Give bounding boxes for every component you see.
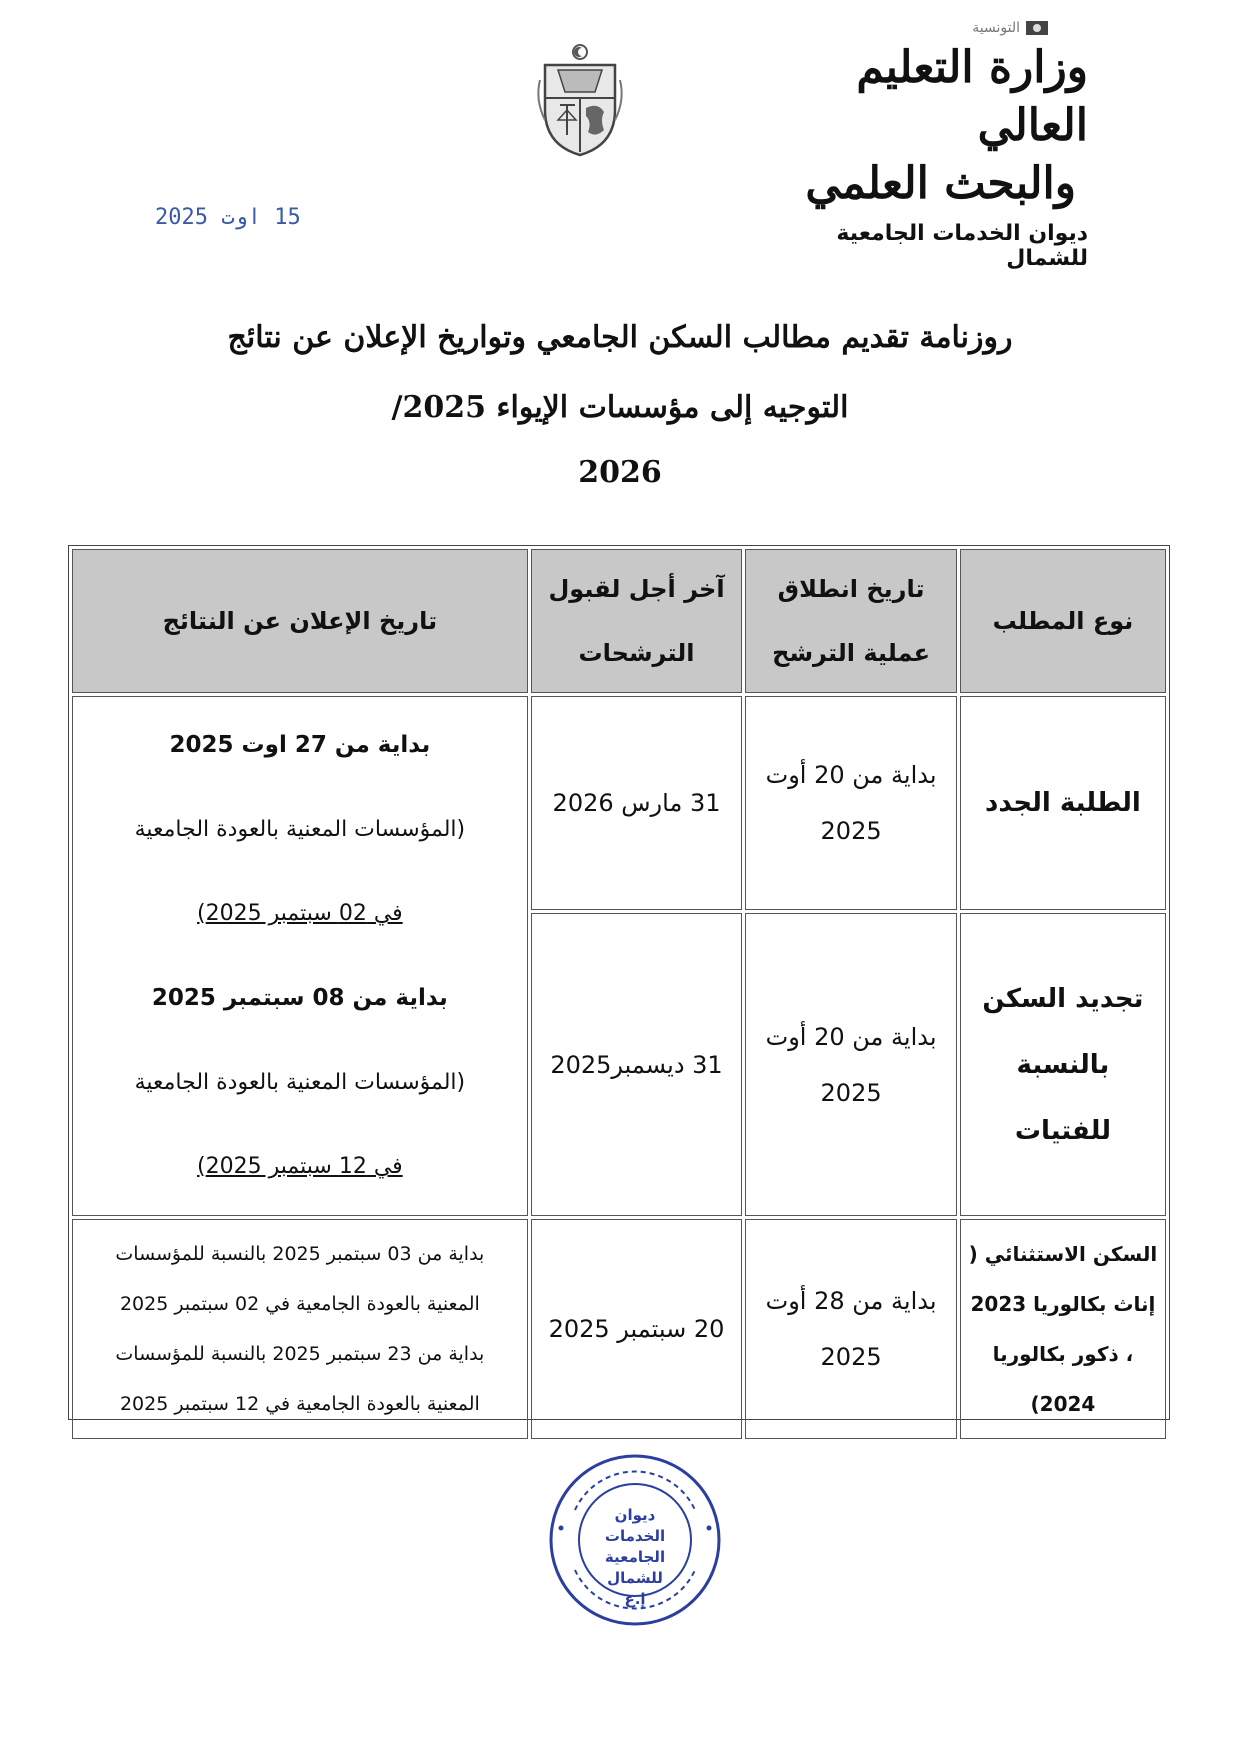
header-start: تاريخ انطلاق عملية الترشح bbox=[745, 549, 957, 693]
table-row bbox=[72, 696, 1166, 910]
results-a-date: في 02 سبتمبر 2025) bbox=[197, 901, 403, 926]
row3-results-line1: بداية من 03 سبتمبر 2025 بالنسبة للمؤسسات bbox=[115, 1243, 485, 1265]
document-title-line1: روزنامة تقديم مطالب السكن الجامعي وتواريخ الإعلان عن نتائج bbox=[227, 320, 1013, 355]
document-title-line3: 2026 bbox=[578, 455, 662, 490]
row3-results bbox=[72, 1219, 528, 1439]
table-row bbox=[72, 1219, 1166, 1439]
header-deadline: آخر أجل لقبول الترشحات bbox=[531, 549, 743, 693]
header-results: تاريخ الإعلان عن النتائج bbox=[72, 549, 528, 693]
document-title-line2: التوجيه إلى مؤسسات الإيواء 2025/ bbox=[391, 390, 849, 425]
header-type: نوع المطلب bbox=[960, 549, 1166, 693]
calendar-table bbox=[69, 546, 1169, 1442]
office-name: ديوان الخدمات الجامعية للشمال bbox=[836, 221, 1088, 271]
ministry-header bbox=[758, 20, 1088, 271]
results-b-head: بداية من 08 سبتمبر 2025 bbox=[151, 985, 448, 1011]
row1-start: بداية من 20 أوت 2025 bbox=[745, 696, 957, 910]
republic-tag: التونسية bbox=[972, 20, 1048, 36]
row2-type: تجديد السكن بالنسبة للفتيات bbox=[960, 913, 1166, 1216]
row1-deadline: 31 مارس 2026 bbox=[531, 696, 743, 910]
row3-type: السكن الاستثنائي ( إناث بكالوريا 2023 ، ذكور بكالوريا 2024) bbox=[960, 1219, 1166, 1439]
results-a-note: (المؤسسات المعنية بالعودة الجامعية bbox=[134, 817, 466, 842]
date-stamp: 15 اوت 2025 bbox=[155, 205, 301, 230]
results-a-head: بداية من 27 اوت 2025 bbox=[169, 732, 431, 758]
row3-results-line2: المعنية بالعودة الجامعية في 02 سبتمبر 2025 bbox=[119, 1293, 480, 1315]
ministry-name-line2: والبحث العلمي bbox=[805, 158, 1076, 209]
flag-icon bbox=[1026, 21, 1048, 35]
seal-text: ديوان الخدمات الجامعية للشمال إ.ع bbox=[604, 1506, 666, 1608]
row3-start: بداية من 28 أوت 2025 bbox=[745, 1219, 957, 1439]
results-b-date: في 12 سبتمبر 2025) bbox=[197, 1154, 403, 1179]
row3-deadline: 20 سبتمبر 2025 bbox=[531, 1219, 743, 1439]
row3-results-line3: بداية من 23 سبتمبر 2025 بالنسبة للمؤسسات bbox=[115, 1343, 485, 1365]
ministry-name-line1: وزارة التعليم العالي bbox=[856, 42, 1088, 151]
table-header-row bbox=[72, 549, 1166, 693]
coat-of-arms-icon bbox=[530, 40, 630, 160]
results-cell-rows-1-2 bbox=[72, 696, 528, 1216]
results-b-note: (المؤسسات المعنية بالعودة الجامعية bbox=[134, 1070, 466, 1095]
row1-type: الطلبة الجدد bbox=[960, 696, 1166, 910]
row3-results-line4: المعنية بالعودة الجامعية في 12 سبتمبر 2025 bbox=[119, 1393, 480, 1415]
calendar-table-frame bbox=[68, 545, 1170, 1420]
row2-deadline: 31 ديسمبر2025 bbox=[531, 913, 743, 1216]
row2-start: بداية من 20 أوت 2025 bbox=[745, 913, 957, 1216]
